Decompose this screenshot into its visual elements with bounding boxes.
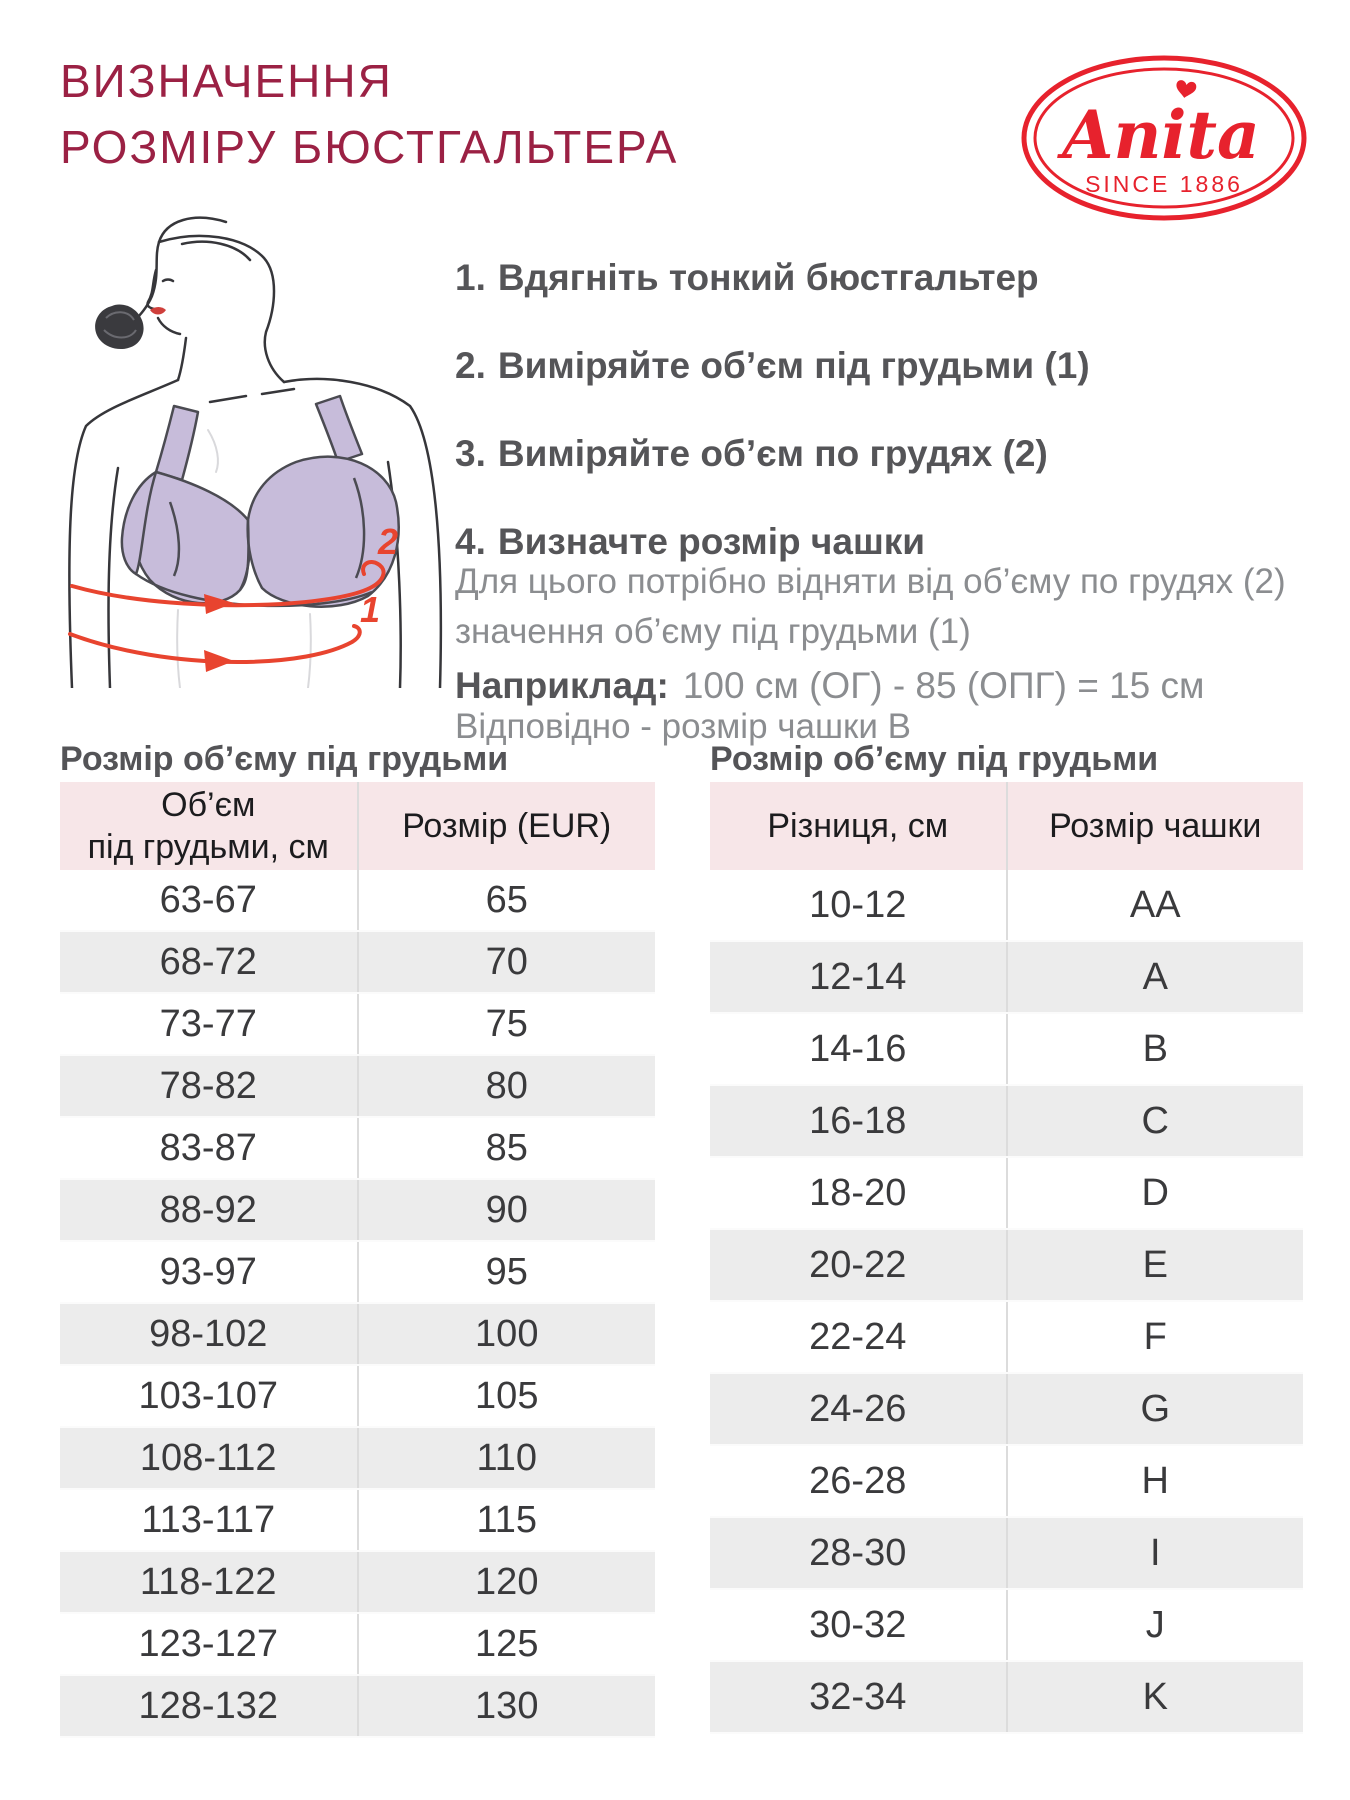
instruction-step-number: 1. [455,257,486,298]
cup-letter-cell: C [1141,1099,1169,1142]
instruction-step-text: Виміряйте об’єм по грудях (2) [497,433,1048,474]
table-row [60,1428,655,1490]
underbust-range-cell: 88-92 [60,1180,359,1240]
difference-range-cell: 24-26 [710,1374,1008,1444]
bra [122,396,399,607]
cup-letter-cell: G [1140,1387,1171,1430]
difference-range-cell: 22-24 [710,1302,1008,1372]
example-result-note: Відповідно - розмір чашки B [455,707,911,746]
underbust-range-cell: 68-72 [60,932,359,992]
instruction-step-text: Виміряйте об’єм під грудьми (1) [497,345,1090,386]
difference-range-cell: 18-20 [710,1158,1008,1228]
band-col2-label: Розмір (EUR) [402,807,612,845]
eur-size-cell: 100 [475,1312,539,1355]
table-row [60,1056,655,1118]
page-title-line2: РОЗМІРУ БЮСТГАЛЬТЕРА [60,121,679,173]
band-col1-line1: Об’єм [161,786,256,824]
bra-strap-left [156,406,198,480]
cup-col1-label: Різниця, см [767,807,949,845]
underbust-range-cell: 113-117 [60,1490,359,1550]
eur-size-cell: 125 [475,1622,539,1665]
difference-range-cell: 32-34 [710,1662,1008,1732]
band-table-header-col2 [359,782,656,870]
cup-letter-cell: I [1149,1531,1161,1574]
eur-size-cell: 95 [485,1250,528,1293]
table-row [710,870,1303,942]
difference-range-cell: 14-16 [710,1014,1008,1084]
measurement-illustration [58,210,458,688]
band-table-title: Розмір об’єму під грудьми [60,740,509,778]
band-table-header [60,782,655,870]
page-title [60,48,678,180]
eur-size-cell: 120 [475,1560,539,1603]
underbust-range-cell: 78-82 [60,1056,359,1116]
difference-range-cell: 30-32 [710,1590,1008,1660]
band-table-body [60,870,655,1738]
eur-size-cell: 90 [485,1188,528,1231]
underbust-range-cell: 118-122 [60,1552,359,1612]
table-row [710,1158,1303,1230]
table-row [60,1676,655,1738]
underbust-range-cell: 63-67 [60,870,359,930]
difference-range-cell: 26-28 [710,1446,1008,1516]
cup-letter-cell: A [1142,955,1168,998]
band-table-header-col1 [60,782,359,870]
table-row [60,1304,655,1366]
difference-range-cell: 20-22 [710,1230,1008,1300]
table-row [710,1086,1303,1158]
table-row [60,1118,655,1180]
band-col1-line2: під грудьми, см [87,828,329,866]
eur-size-cell: 130 [475,1684,539,1727]
example-value: 100 см (ОГ) - 85 (ОПГ) = 15 см [682,665,1205,706]
underbust-range-cell: 123-127 [60,1614,359,1674]
table-row [710,1662,1303,1734]
instruction-step-number: 2. [455,345,486,386]
underbust-arrow-label: 1 [360,589,381,630]
instruction-step-text: Визначте розмір чашки [497,521,926,562]
cup-note-line2: значення об’єму під грудьми (1) [455,612,971,651]
instructions-list [455,256,1305,608]
instruction-step [455,344,1305,388]
page-title-line1: ВИЗНАЧЕННЯ [60,55,393,107]
cup-letter-cell: D [1141,1171,1169,1214]
logo-since-text: SINCE 1886 [1085,171,1243,197]
table-row [710,1446,1303,1518]
cup-letter-cell: E [1142,1243,1168,1286]
underbust-range-cell: 93-97 [60,1242,359,1302]
difference-range-cell: 28-30 [710,1518,1008,1588]
table-row [60,994,655,1056]
underbust-arrowhead [204,650,234,672]
table-row [60,870,655,932]
instruction-step [455,432,1305,476]
anita-logo [1018,52,1310,224]
instruction-step [455,520,1305,564]
logo-brand-text: Anita [1062,96,1260,174]
table-row [60,1180,655,1242]
underbust-range-cell: 98-102 [60,1304,359,1364]
table-row [710,1014,1303,1086]
table-row [60,1552,655,1614]
cup-table-body [710,870,1303,1734]
underbust-range-cell: 83-87 [60,1118,359,1178]
cup-letter-cell: AA [1129,883,1181,926]
table-row [710,942,1303,1014]
example-line [455,664,1204,708]
woman-sketch [69,218,441,688]
eur-size-cell: 105 [475,1374,539,1417]
eur-size-cell: 85 [485,1126,528,1169]
instruction-step-text: Вдягніть тонкий бюстгальтер [497,257,1039,298]
cup-letter-cell: H [1141,1459,1169,1502]
difference-range-cell: 10-12 [710,870,1008,940]
table-row [710,1590,1303,1662]
example-label: Наприклад: [455,665,669,706]
cup-table-header-col1 [710,782,1008,870]
instruction-step [455,256,1305,300]
cup-letter-cell: K [1142,1675,1168,1718]
hair-bun [95,305,143,350]
cup-col2-label: Розмір чашки [1049,807,1262,845]
underbust-range-cell: 73-77 [60,994,359,1054]
table-row [60,1366,655,1428]
table-row [60,1490,655,1552]
eur-size-cell: 115 [476,1498,538,1541]
cup-table-header-col2 [1008,782,1304,870]
cup-table-title: Розмір об’єму під грудьми [710,740,1159,778]
cup-size-table [710,740,1303,1734]
underbust-range-cell: 128-132 [60,1676,359,1736]
eur-size-cell: 80 [485,1064,528,1107]
table-row [710,1302,1303,1374]
table-row [60,932,655,994]
bust-arrow-label: 2 [378,521,399,562]
eur-size-cell: 75 [485,1002,528,1045]
cup-note-line1: Для цього потрібно відняти від об’єму по грудях (2) [455,562,1286,601]
cup-letter-cell: F [1143,1315,1167,1358]
cup-letter-cell: B [1142,1027,1168,1070]
underbust-range-cell: 108-112 [60,1428,359,1488]
table-row [60,1242,655,1304]
underbust-range-cell: 103-107 [60,1366,359,1426]
table-row [710,1374,1303,1446]
instruction-step-number: 4. [455,521,486,562]
table-row [710,1230,1303,1302]
eur-size-cell: 65 [485,878,528,921]
eur-size-cell: 70 [485,940,528,983]
bra-strap-right [316,396,362,462]
instruction-step-number: 3. [455,433,486,474]
difference-range-cell: 12-14 [710,942,1008,1012]
band-size-table [60,740,655,1738]
table-row [60,1614,655,1676]
cup-letter-cell: J [1145,1603,1165,1646]
difference-range-cell: 16-18 [710,1086,1008,1156]
table-row [710,1518,1303,1590]
cup-table-header [710,782,1303,870]
eur-size-cell: 110 [476,1436,538,1479]
